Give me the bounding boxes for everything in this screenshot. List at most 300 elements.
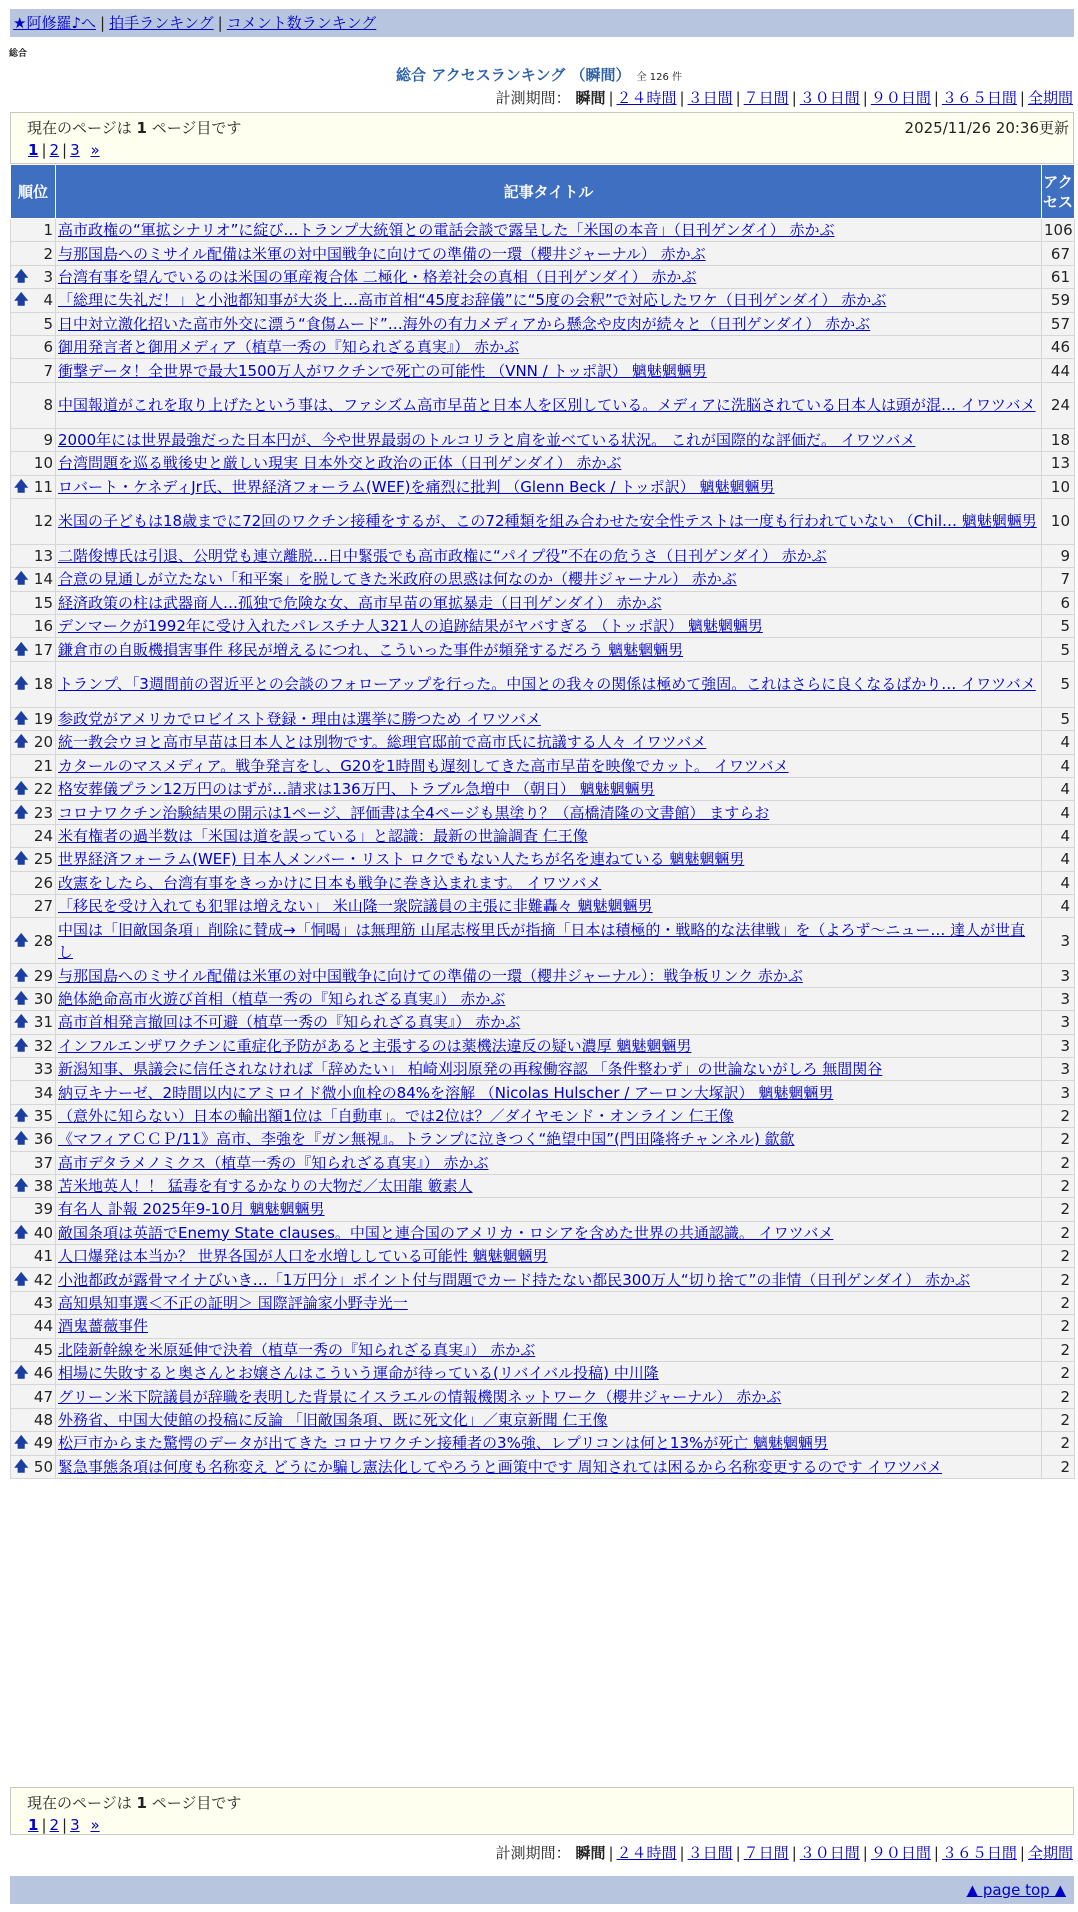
access-count: 6 [1042,591,1075,614]
rank-number: 10 [33,454,53,473]
table-row [11,661,1075,707]
up-arrow-icon: 🡅 [14,1458,29,1475]
article-title-link[interactable]: 苫米地英人！！ 猛毒を有するかなりの大物だ／太田龍 籔素人 [58,1177,473,1196]
title-cell [56,1268,1042,1291]
title-cell [56,871,1042,894]
table-row [11,335,1075,358]
rank-cell [11,824,56,847]
table-row [11,1151,1075,1174]
title-cell [56,615,1042,638]
rank-cell [11,289,56,312]
up-arrow-icon: 🡅 [14,734,29,751]
article-title-link[interactable]: インフルエンザワクチンに重症化予防があると主張するのは薬機法違反の疑い濃厚 魑魅魍魎男 [58,1036,692,1055]
title-cell [56,778,1042,801]
article-title-link[interactable]: 経済政策の柱は武器商人…孤独で危険な女、高市早苗の軍拡暴走（日刊ゲンダイ） 赤かぶ [58,593,662,612]
table-row [11,1338,1075,1361]
up-arrow-icon: 🡅 [14,1037,29,1054]
rank-cell [11,1338,56,1361]
access-count: 5 [1042,661,1075,707]
title-cell [56,661,1042,707]
rank-number: 12 [33,512,53,531]
table-row [11,1198,1075,1221]
rank-number: 23 [33,803,53,822]
col-rank-header: 順位 [11,165,56,219]
rank-number: 11 [33,477,53,496]
article-title-link[interactable]: 相場に失敗すると奥さんとお嬢さんはこういう運命が待っている(リバイバル投稿) 中川隆 [58,1364,659,1383]
rank-cell [11,1455,56,1478]
article-title-link[interactable]: 与那国島へのミサイル配備は米軍の対中国戦争に向けての準備の一環（櫻井ジャーナル）：戦争板リンク 赤かぶ [58,966,803,985]
pager-next[interactable]: » [90,1816,100,1834]
access-count: 3 [1042,964,1075,987]
title-cell [56,638,1042,661]
page-info-text: 現在のページは 1 ページ目です [27,119,242,137]
access-count: 2 [1042,1338,1075,1361]
rank-number: 43 [33,1294,53,1313]
rank-number: 35 [33,1106,53,1125]
article-title-link[interactable]: 米国の子どもは18歳までに72回のワクチン接種をするが、この72種類を組み合わせた安全性テストは一度も行われていない （Chil… 魑魅魍魎男 [58,512,1037,531]
period-all-link[interactable]: 全期間 [1027,1844,1073,1862]
up-arrow-icon: 🡅 [14,268,29,285]
access-count: 4 [1042,894,1075,917]
article-title-link[interactable]: 敵国条項は英語でEnemy State clauses。中国と連合国のアメリカ・ロシアを含めた世界の共通認識。 イワツバメ [58,1223,834,1242]
rank-cell [11,1104,56,1127]
page-info-text: 現在のページは 1 ページ目です [27,1794,242,1812]
article-title-link[interactable]: 納豆キナーゼ、2時間以内にアミロイド微小血栓の84%を溶解 （Nicolas Hulscher / アーロン大塚訳） 魑魅魍魎男 [58,1083,834,1102]
rank-number: 38 [33,1177,53,1196]
title-cell [56,1174,1042,1197]
up-arrow-icon: 🡅 [14,1365,29,1382]
rank-number: 31 [33,1013,53,1032]
table-row [11,1315,1075,1338]
rank-cell [11,731,56,754]
article-title-link[interactable]: 有名人 訃報 2025年9-10月 魑魅魍魎男 [58,1200,325,1219]
table-row [11,568,1075,591]
article-title-link[interactable]: 格安葬儀プラン12万円のはずが…請求は136万円、トラブル急増中 （朝日） 魑魅魍魎男 [58,780,655,799]
table-row [11,1011,1075,1034]
period-24h-link[interactable]: ２４時間 [616,1844,677,1862]
article-title-link[interactable]: 「総理に失礼だ！」と小池都知事が大炎上…高市首相“45度お辞儀”に“5度の会釈”で対応したワケ（日刊ゲンダイ） 赤かぶ [58,291,887,310]
title-cell [56,1198,1042,1221]
table-row [11,824,1075,847]
rank-cell [11,964,56,987]
table-row [11,1081,1075,1104]
pager-page-1[interactable]: 1 [28,1816,39,1834]
article-title-link[interactable]: 「移民を受け入れても犯罪は増えない」 米山隆一衆院議員の主張に非難轟々 魑魅魍魎男 [58,897,653,916]
rank-cell [11,661,56,707]
title-cell [56,242,1042,265]
table-row [11,987,1075,1010]
period-all-link[interactable]: 全期間 [1027,89,1073,107]
title-cell [56,335,1042,358]
period-label: 計測期間： [495,1844,571,1862]
access-count: 2 [1042,1151,1075,1174]
rank-cell [11,1362,56,1385]
up-arrow-icon: 🡅 [14,1435,29,1452]
nav-applause-ranking-link[interactable]: 拍手ランキング [109,14,214,32]
col-access-header: アクセス [1042,165,1075,219]
article-title-link[interactable]: 統一教会ウヨと高市早苗は日本人とは別物です。総理官邸前で高市氏に抗議する人々 イワツバメ [58,733,707,752]
page-title-text: 総合 アクセスランキング （瞬間） [396,66,631,84]
rank-number: 6 [43,338,53,357]
article-title-link[interactable]: 二階俊博氏は引退、公明党も連立離脱…日中緊張でも高市政権に“パイプ役”不在の危うさ（日刊ゲンダイ） 赤かぶ [58,547,827,566]
rank-cell [11,591,56,614]
table-row [11,778,1075,801]
rank-number: 14 [33,570,53,589]
up-arrow-icon: 🡅 [14,1131,29,1148]
access-count: 2 [1042,1104,1075,1127]
pager-page-2[interactable]: 2 [49,1816,60,1834]
title-cell [56,1432,1042,1455]
article-title-link[interactable]: 酒鬼薔薇事件 [58,1317,149,1336]
pager-next[interactable]: » [90,141,100,159]
access-count: 106 [1042,219,1075,242]
title-cell [56,359,1042,382]
title-cell [56,918,1042,964]
access-count: 3 [1042,1034,1075,1057]
access-count: 44 [1042,359,1075,382]
rank-number: 42 [33,1270,53,1289]
title-cell [56,289,1042,312]
article-title-link[interactable]: 高市首相発言撤回は不可避（植草一秀の『知られざる真実』） 赤かぶ [58,1013,521,1032]
table-row [11,428,1075,451]
rank-number: 15 [33,593,53,612]
period-365d-link[interactable]: ３６５日間 [941,89,1017,107]
period-7d-link[interactable]: ７日間 [743,89,789,107]
rank-cell [11,1198,56,1221]
rank-number: 39 [33,1200,53,1219]
article-title-link[interactable]: 《マフィアＣＣＰ/11》高市、李強を『ガン無視』。トランプに泣きつく“絶望中国”(門田隆将チャンネル) 歙歙 [58,1130,795,1149]
article-title-link[interactable]: カタールのマスメディア。戦争発言をし、G20を1時間も遅刻してきた高市早苗を映像でカット。 イワツバメ [58,756,789,775]
title-cell [56,1128,1042,1151]
rank-cell [11,1128,56,1151]
table-row [11,382,1075,428]
title-cell [56,1011,1042,1034]
title-cell [56,1034,1042,1057]
period-24h-link[interactable]: ２４時間 [616,89,677,107]
rank-number: 2 [43,244,53,263]
rank-cell [11,871,56,894]
table-row [11,707,1075,730]
access-count: 2 [1042,1174,1075,1197]
title-cell [56,1104,1042,1127]
nav-comment-ranking-link[interactable]: コメント数ランキング [226,14,377,32]
rank-number: 24 [33,827,53,845]
table-row [11,754,1075,777]
ranking-table [10,164,1075,1479]
access-count: 9 [1042,544,1075,567]
rank-cell [11,312,56,335]
article-title-link[interactable]: デンマークが1992年に受け入れたパレスチナ人321人の追跡結果がヤバすぎる （トッポ訳） 魑魅魍魎男 [58,617,763,636]
article-title-link[interactable]: 高市政権の“軍拡シナリオ”に綻び…トランプ大統領との電話会談で露呈した「米国の本音」（日刊ゲンダイ） 赤かぶ [58,221,835,240]
access-count: 4 [1042,824,1075,847]
table-row [11,848,1075,871]
rank-cell [11,778,56,801]
title-cell [56,1245,1042,1268]
access-count: 4 [1042,731,1075,754]
rank-cell [11,568,56,591]
page-title [0,64,1078,85]
rank-number: 13 [33,547,53,566]
pager-page-3[interactable]: 3 [70,141,80,159]
title-cell [56,498,1042,544]
article-title-link[interactable]: 2000年には世界最強だった日本円が、今や世界最弱のトルコリラと肩を並べている状況。 これが国際的な評価だ。 イワツバメ [58,430,916,449]
rank-cell [11,242,56,265]
article-title-link[interactable]: 鎌倉市の自販機損害事件 移民が増えるにつれ、こういった事件が頻発するだろう 魑魅魍魎男 [58,640,684,659]
article-title-link[interactable]: 中国は「旧敵国条項」削除に賛成→「恫喝」は無理筋 山尾志桜里氏が指摘「日本は積極的・戦略的な法律戦」を（よろず〜ニュー… 達人が世直し [58,920,1026,961]
article-title-link[interactable]: ロバート・ケネディJr氏、世界経済フォーラム(WEF)を痛烈に批判 （Glenn Beck / トッポ訳） 魑魅魍魎男 [58,477,775,496]
rank-cell [11,894,56,917]
article-title-link[interactable]: （意外に知らない）日本の輸出額1位は「自動車」。では2位は？／ダイヤモンド・オンライン 仁王像 [58,1106,734,1125]
rank-number: 33 [33,1060,53,1079]
period-90d-link[interactable]: ９０日間 [870,1844,931,1862]
nav-home-link[interactable]: ★阿修羅♪へ [13,14,97,32]
article-title-link[interactable]: 緊急事態条項は何度も名称変え どうにか騙し憲法化してやろうと画策中です 周知されては困るから名称変更するのです イワツバメ [58,1457,943,1476]
table-row [11,964,1075,987]
table-row [11,1408,1075,1431]
rank-number: 9 [43,430,53,449]
up-arrow-icon: 🡅 [14,571,29,588]
title-cell [56,428,1042,451]
access-count: 24 [1042,382,1075,428]
access-count: 2 [1042,1455,1075,1478]
rank-cell [11,848,56,871]
rank-number: 20 [33,733,53,752]
rank-number: 47 [33,1387,53,1406]
period-current: 瞬間 [575,1844,606,1862]
article-title-link[interactable]: 北陸新幹線を米原延伸で決着（植草一秀の『知られざる真実』） 赤かぶ [58,1340,536,1359]
rank-number: 17 [33,640,53,659]
title-cell [56,312,1042,335]
rank-cell [11,1385,56,1408]
rank-number: 29 [33,966,53,985]
access-count: 4 [1042,754,1075,777]
period-365d-link[interactable]: ３６５日間 [941,1844,1017,1862]
article-title-link[interactable]: 米有権者の過半数は「米国は道を誤っている」と認識：最新の世論調査 仁王像 [58,827,588,845]
article-title-link[interactable]: 御用発言者と御用メディア（植草一秀の『知られざる真実』） 赤かぶ [58,338,520,357]
rank-cell [11,428,56,451]
article-title-link[interactable]: 高市デタラメノミクス（植草一秀の『知られざる真実』） 赤かぶ [58,1153,489,1172]
article-title-link[interactable]: 高知県知事選＜不正の証明＞ 国際評論家小野寺光一 [58,1294,408,1313]
article-title-link[interactable]: 台湾問題を巡る戦後史と厳しい現実 日本外交と政治の正体（日刊ゲンダイ） 赤かぶ [58,454,622,473]
rank-number: 5 [43,314,53,333]
table-row [11,1104,1075,1127]
up-arrow-icon: 🡅 [14,932,29,949]
period-selector-top: 計測期間： 瞬間 | ２４時間 | ３日間 | ７日間 | ３０日間 | ９０日間 | ３６５日間 | 全期間 [495,89,1073,107]
access-count: 59 [1042,289,1075,312]
rank-number: 32 [33,1036,53,1055]
rank-cell [11,1291,56,1314]
article-title-link[interactable]: 松戸市からまた驚愕のデータが出てきた コロナワクチン接種者の3%強、レプリコンは何と13%が死亡 魑魅魍魎男 [58,1434,829,1453]
up-arrow-icon: 🡅 [14,676,29,693]
article-title-link[interactable]: 改憲をしたら、台湾有事をきっかけに日本も戦争に巻き込まれます。 イワツバメ [58,873,602,892]
rank-number: 48 [33,1410,53,1429]
rank-number: 22 [33,780,53,799]
title-cell [56,1455,1042,1478]
up-arrow-icon: 🡅 [14,711,29,728]
access-count: 3 [1042,987,1075,1010]
access-count: 13 [1042,452,1075,475]
title-cell [56,475,1042,498]
pager-page-1[interactable]: 1 [28,141,39,159]
up-arrow-icon: 🡅 [14,1224,29,1241]
title-cell [56,987,1042,1010]
up-arrow-icon: 🡅 [14,292,29,309]
table-row [11,452,1075,475]
rank-number: 34 [33,1083,53,1102]
period-90d-link[interactable]: ９０日間 [870,89,931,107]
article-title-link[interactable]: コロナワクチン治験結果の開示は1ページ、評価書は全4ページも黒塗り？（高橋清隆の文書館） ますらお [58,803,770,822]
table-row [11,475,1075,498]
table-row [11,918,1075,964]
rank-cell [11,987,56,1010]
access-count: 4 [1042,801,1075,824]
access-count: 10 [1042,475,1075,498]
title-cell [56,219,1042,242]
article-title-link[interactable]: 衝撃データ！全世界で最大1500万人がワクチンで死亡の可能性 （VNN / トッポ訳） 魑魅魍魎男 [58,361,707,380]
title-cell [56,591,1042,614]
title-cell [56,265,1042,288]
rank-number: 3 [43,267,53,286]
col-title-header: 記事タイトル [56,165,1042,219]
table-row [11,1057,1075,1080]
page-top-link[interactable]: ▲ page top ▲ [966,1881,1066,1899]
access-count: 2 [1042,1362,1075,1385]
rank-number: 37 [33,1153,53,1172]
pager-page-3[interactable]: 3 [70,1816,80,1834]
table-row [11,1291,1075,1314]
access-count: 10 [1042,498,1075,544]
rank-number: 25 [33,850,53,869]
rank-number: 26 [33,873,53,892]
rank-cell [11,1408,56,1431]
rank-cell [11,638,56,661]
rank-number: 46 [33,1364,53,1383]
up-arrow-icon: 🡅 [14,478,29,495]
access-count: 3 [1042,1057,1075,1080]
pager-bottom: 1 | 2 | 3 » [28,1816,100,1834]
rank-cell [11,1315,56,1338]
rank-cell [11,1432,56,1455]
table-row [11,359,1075,382]
rank-cell [11,1151,56,1174]
table-row [11,615,1075,638]
article-title-link[interactable]: 台湾有事を望んでいるのは米国の軍産複合体 二極化・格差社会の真相（日刊ゲンダイ） 赤かぶ [58,267,697,286]
rank-number: 30 [33,989,53,1008]
article-title-link[interactable]: 絶体絶命高市火遊び首相（植草一秀の『知られざる真実』） 赤かぶ [58,989,506,1008]
table-row [11,1362,1075,1385]
access-count: 61 [1042,265,1075,288]
up-arrow-icon: 🡅 [14,1107,29,1124]
rank-number: 19 [33,710,53,729]
access-count: 3 [1042,1011,1075,1034]
period-3d-link[interactable]: ３日間 [687,1844,733,1862]
access-count: 2 [1042,1315,1075,1338]
rank-cell [11,498,56,544]
period-30d-link[interactable]: ３０日間 [799,1844,860,1862]
period-3d-link[interactable]: ３日間 [687,89,733,107]
article-title-link[interactable]: 小池都政が露骨マイナびいき…「1万円分」ポイント付与問題でカード持たない都民300万人“切り捨て”の非情（日刊ゲンダイ） 赤かぶ [58,1270,970,1289]
rank-number: 50 [33,1457,53,1476]
period-current: 瞬間 [575,89,606,107]
article-title-link[interactable]: 中国報道がこれを取り上げたという事は、ファシズム高市早苗と日本人を区別している。メディアに洗脳されている日本人は頭が混… イワツバメ [58,396,1036,415]
title-cell [56,544,1042,567]
access-count: 2 [1042,1432,1075,1455]
access-count: 2 [1042,1245,1075,1268]
article-title-link[interactable]: 合意の見通しが立たない「和平案」を脱してきた米政府の思惑は何なのか（櫻井ジャーナル） 赤かぶ [58,570,737,589]
table-row [11,1245,1075,1268]
rank-cell [11,1221,56,1244]
section-label: 総合 [9,49,28,59]
table-row [11,894,1075,917]
table-row [11,312,1075,335]
title-cell [56,848,1042,871]
rank-number: 18 [33,675,53,694]
rank-number: 16 [33,617,53,636]
title-cell [56,568,1042,591]
updated-timestamp: 2025/11/26 20:36更新 [904,119,1069,137]
table-row [11,1174,1075,1197]
up-arrow-icon: 🡅 [14,781,29,798]
access-count: 67 [1042,242,1075,265]
pager-top: 1 | 2 | 3 » [28,141,100,159]
rank-number: 45 [33,1340,53,1359]
rank-cell [11,1245,56,1268]
access-count: 7 [1042,568,1075,591]
up-arrow-icon: 🡅 [14,641,29,658]
table-row [11,1432,1075,1455]
top-nav [10,9,1074,37]
pager-page-2[interactable]: 2 [49,141,60,159]
rank-cell [11,219,56,242]
period-30d-link[interactable]: ３０日間 [799,89,860,107]
article-title-link[interactable]: 世界経済フォーラム(WEF) 日本人メンバー・リスト ロクでもない人たちが名を連ねている 魑魅魍魎男 [58,850,745,869]
up-arrow-icon: 🡅 [14,1271,29,1288]
article-title-link[interactable]: 外務省、中国大使館の投稿に反論 「旧敵国条項、既に死文化」／東京新聞 仁王像 [58,1410,608,1429]
article-title-link[interactable]: トランプ、「3週間前の習近平との会談のフォローアップを行った。中国との我々の関係は極めて強固。これはさらに良くなるばかり… イワツバメ [58,675,1036,694]
access-count: 4 [1042,778,1075,801]
rank-cell [11,452,56,475]
up-arrow-icon: 🡅 [14,851,29,868]
rank-cell [11,1057,56,1080]
total-count: 全 126 件 [636,72,682,83]
rank-number: 4 [43,291,53,310]
article-title-link[interactable]: 人口爆発は本当か？ 世界各国が人口を水増ししている可能性 魑魅魍魎男 [58,1247,548,1266]
article-title-link[interactable]: 新潟知事、県議会に信任されなければ「辞めたい」 柏崎刈羽原発の再稼働容認 「条件整わず」の世論ないがしろ 無間関谷 [58,1060,883,1079]
table-row [11,544,1075,567]
nav-separator: | [100,14,106,32]
article-title-link[interactable]: 参政党がアメリカでロビイスト登録・理由は選挙に勝つため イワツバメ [58,710,541,729]
period-selector-bottom: 計測期間： 瞬間 | ２４時間 | ３日間 | ７日間 | ３０日間 | ９０日間 | ３６５日間 | 全期間 [495,1844,1073,1862]
article-title-link[interactable]: 日中対立激化招いた高市外交に漂う“食傷ムード”…海外の有力メディアから懸念や皮肉が続々と（日刊ゲンダイ） 赤かぶ [58,314,871,333]
access-count: 46 [1042,335,1075,358]
rank-cell [11,265,56,288]
access-count: 57 [1042,312,1075,335]
rank-number: 49 [33,1434,53,1453]
article-title-link[interactable]: グリーン米下院議員が辞職を表明した背景にイスラエルの情報機関ネットワーク（櫻井ジャーナル） 赤かぶ [58,1387,782,1406]
period-7d-link[interactable]: ７日間 [743,1844,789,1862]
access-count: 2 [1042,1385,1075,1408]
title-cell [56,1338,1042,1361]
title-cell [56,1221,1042,1244]
up-arrow-icon: 🡅 [14,990,29,1007]
article-title-link[interactable]: 与那国島へのミサイル配備は米軍の対中国戦争に向けての準備の一環（櫻井ジャーナル） 赤かぶ [58,244,706,263]
title-cell [56,1151,1042,1174]
access-count: 2 [1042,1268,1075,1291]
rank-cell [11,801,56,824]
title-cell [56,731,1042,754]
title-cell [56,1315,1042,1338]
table-row [11,1455,1075,1478]
